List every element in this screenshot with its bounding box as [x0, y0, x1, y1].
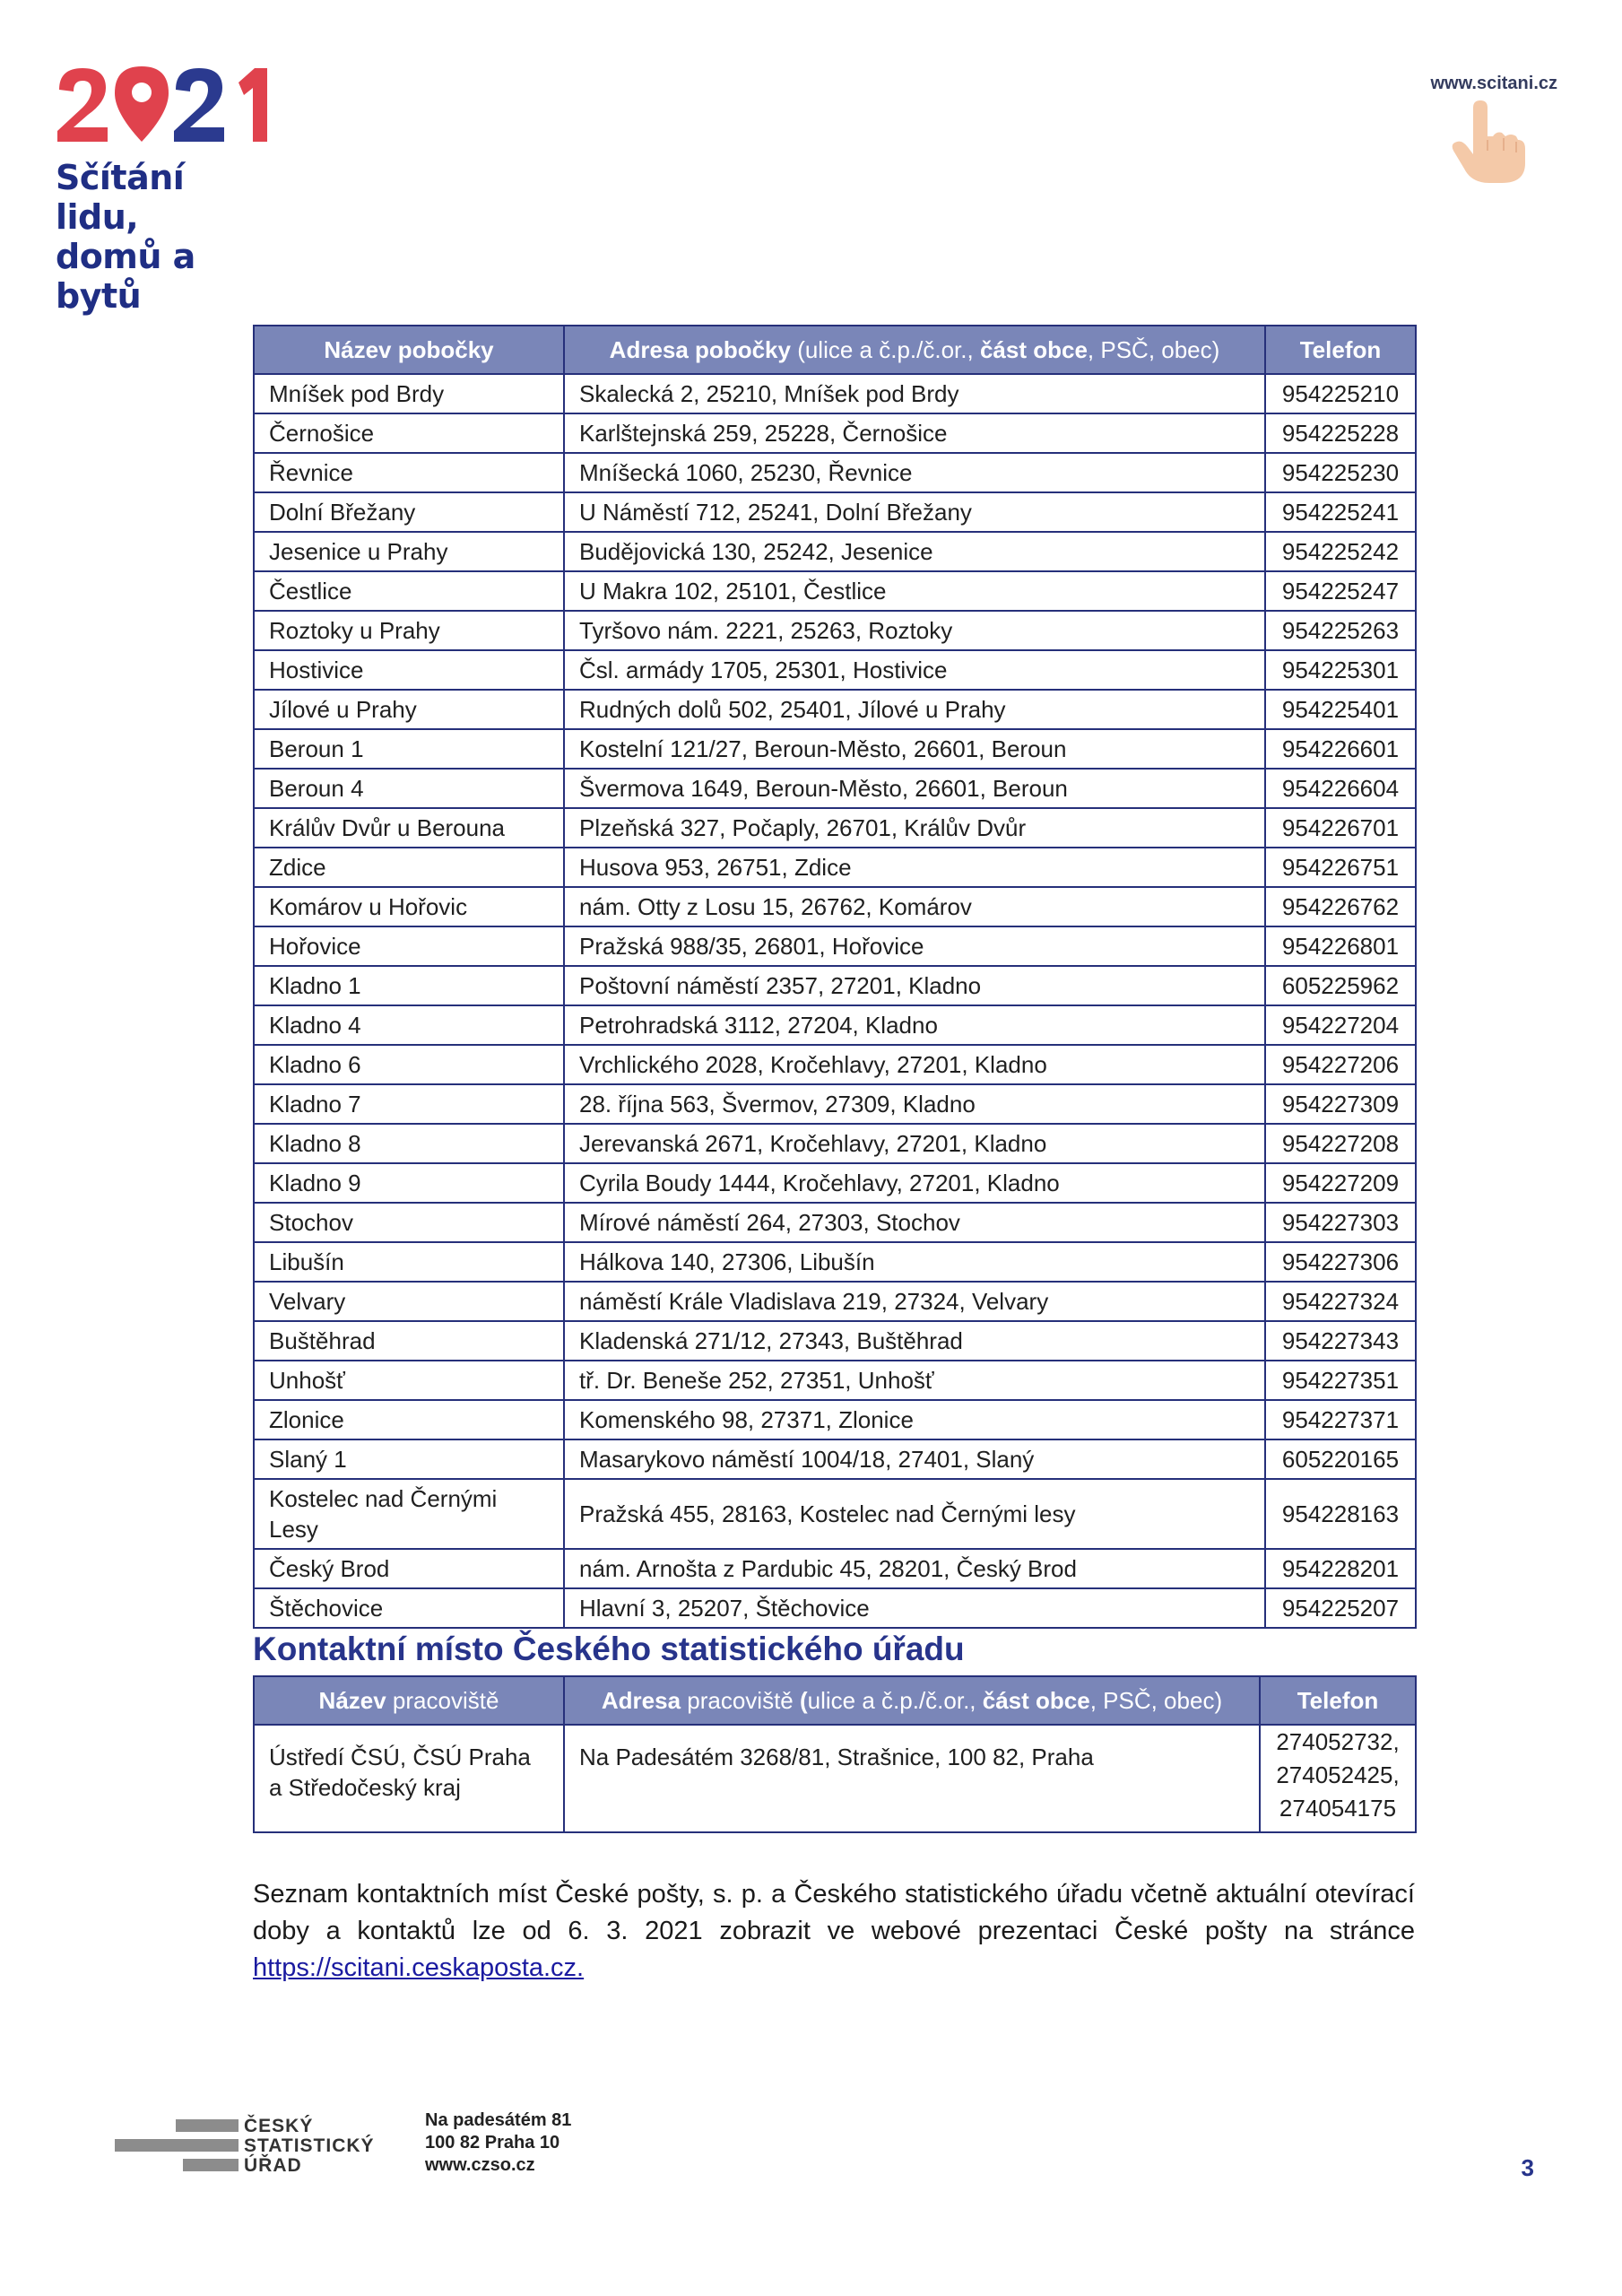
csu-office-address: Na Padesátém 3268/81, Strašnice, 100 82, Praha [564, 1725, 1260, 1832]
branch-phone-cell: 605225962 [1265, 966, 1416, 1005]
branch-name-cell: Hořovice [254, 926, 564, 966]
branch-name-cell: Kladno 6 [254, 1045, 564, 1084]
info-paragraph-text: Seznam kontaktních míst České pošty, s. p. a Českého statistického úřadu včetně aktuální otevírací doby a kontaktů lze od 6. 3. 2021 zobrazit ve webové prezentaci České pošty na stránce [253, 1880, 1415, 1945]
footer-address-line-2: 100 82 Praha 10 [425, 2133, 560, 2152]
branch-name-cell: Velvary [254, 1282, 564, 1321]
branch-name-cell: Zlonice [254, 1400, 564, 1439]
logo-title [56, 158, 271, 316]
branch-address-cell: Vrchlického 2028, Kročehlavy, 27201, Kladno [564, 1045, 1265, 1084]
table-row [254, 374, 1416, 413]
table-row [254, 1203, 1416, 1242]
table-row [254, 532, 1416, 571]
csu-phone-1: 274052732, [1276, 1728, 1400, 1755]
branch-name-cell: Mníšek pod Brdy [254, 374, 564, 413]
csu-header-address: Adresa pracoviště (ulice a č.p./č.or., část obce, PSČ, obec) [564, 1676, 1260, 1725]
footer-website[interactable]: www.czso.cz [425, 2155, 535, 2175]
branch-name-cell: Kostelec nad Černými Lesy [254, 1479, 564, 1549]
table-row [254, 1321, 1416, 1361]
czso-logo-bar-2 [115, 2139, 239, 2152]
branch-address-cell: Husova 953, 26751, Zdice [564, 848, 1265, 887]
table-row [254, 1361, 1416, 1400]
table-row [254, 492, 1416, 532]
branch-name-cell: Jesenice u Prahy [254, 532, 564, 571]
branch-address-cell: Kladenská 271/12, 27343, Buštěhrad [564, 1321, 1265, 1361]
branch-address-cell: Cyrila Boudy 1444, Kročehlavy, 27201, Kladno [564, 1163, 1265, 1203]
csu-header-phone: Telefon [1260, 1676, 1416, 1725]
branch-name-cell: Beroun 4 [254, 769, 564, 808]
branch-phone-cell: 954228163 [1265, 1479, 1416, 1549]
branch-name-cell: Černošice [254, 413, 564, 453]
branch-phone-cell: 954227209 [1265, 1163, 1416, 1203]
csu-header-row [254, 1676, 1416, 1725]
branch-address-cell: Poštovní náměstí 2357, 27201, Kladno [564, 966, 1265, 1005]
branch-address-cell: Pražská 988/35, 26801, Hořovice [564, 926, 1265, 966]
branch-phone-cell: 954225241 [1265, 492, 1416, 532]
branch-phone-cell: 954226751 [1265, 848, 1416, 887]
branch-address-cell: Tyršovo nám. 2221, 25263, Roztoky [564, 611, 1265, 650]
footer-address [425, 2109, 571, 2177]
table-row [254, 571, 1416, 611]
branch-address-cell: Budějovická 130, 25242, Jesenice [564, 532, 1265, 571]
branch-name-cell: Řevnice [254, 453, 564, 492]
branch-phone-cell: 954227303 [1265, 1203, 1416, 1242]
branch-address-cell: Karlštejnská 259, 25228, Černošice [564, 413, 1265, 453]
branch-phone-cell: 954225247 [1265, 571, 1416, 611]
table-row [254, 1400, 1416, 1439]
branch-phone-cell: 954227204 [1265, 1005, 1416, 1045]
branch-name-cell: Čestlice [254, 571, 564, 611]
branch-address-cell: Mírové náměstí 264, 27303, Stochov [564, 1203, 1265, 1242]
page-number: 3 [1521, 2154, 1534, 2181]
czso-line-1: ČESKÝ [244, 2116, 314, 2136]
branch-address-cell: Hlavní 3, 25207, Štěchovice [564, 1588, 1265, 1628]
czso-logo-bar-1 [176, 2119, 239, 2132]
table-row [254, 611, 1416, 650]
branch-address-cell: Švermova 1649, Beroun-Město, 26601, Beroun [564, 769, 1265, 808]
branch-phone-cell: 954228201 [1265, 1549, 1416, 1588]
branch-address-cell: Hálkova 140, 27306, Libušín [564, 1242, 1265, 1282]
table-header-row [254, 326, 1416, 374]
csu-table-container [253, 1675, 1417, 1833]
branch-phone-cell: 954225207 [1265, 1588, 1416, 1628]
footer-address-line-1: Na padesátém 81 [425, 2110, 572, 2130]
table-row [254, 1588, 1416, 1628]
branch-phone-cell: 954225242 [1265, 532, 1416, 571]
logo-year [56, 63, 271, 145]
logo-2021-graphic [56, 63, 271, 145]
branch-name-cell: Hostivice [254, 650, 564, 690]
ceskaposta-link[interactable]: https://scitani.ceskaposta.cz. [253, 1953, 585, 1982]
branch-address-cell: U Makra 102, 25101, Čestlice [564, 571, 1265, 611]
table-row [254, 453, 1416, 492]
czso-logo-text [244, 2117, 375, 2176]
csu-phone-2: 274052425, [1276, 1761, 1400, 1788]
branch-address-cell: Čsl. armády 1705, 25301, Hostivice [564, 650, 1265, 690]
branch-address-cell: Jerevanská 2671, Kročehlavy, 27201, Kladno [564, 1124, 1265, 1163]
header-branch-name: Název pobočky [254, 326, 564, 374]
branch-name-cell: Dolní Břežany [254, 492, 564, 532]
table-row [254, 1124, 1416, 1163]
table-row [254, 848, 1416, 887]
branch-address-cell: Skalecká 2, 25210, Mníšek pod Brdy [564, 374, 1265, 413]
branch-name-cell: Kladno 7 [254, 1084, 564, 1124]
branch-address-cell: Mníšecká 1060, 25230, Řevnice [564, 453, 1265, 492]
branch-address-cell: Rudných dolů 502, 25401, Jílové u Prahy [564, 690, 1265, 729]
table-row [254, 1282, 1416, 1321]
branch-phone-cell: 954227206 [1265, 1045, 1416, 1084]
branch-address-cell: Komenského 98, 27371, Zlonice [564, 1400, 1265, 1439]
table-row [254, 1242, 1416, 1282]
logo-line-2: domů a bytů [56, 237, 195, 316]
logo-line-1: Sčítání lidu, [56, 158, 185, 237]
branch-address-cell: nám. Otty z Losu 15, 26762, Komárov [564, 887, 1265, 926]
branch-name-cell: Unhošť [254, 1361, 564, 1400]
table-row [254, 1439, 1416, 1479]
branch-name-cell: Kladno 9 [254, 1163, 564, 1203]
branch-phone-cell: 605220165 [1265, 1439, 1416, 1479]
branch-name-cell: Kladno 1 [254, 966, 564, 1005]
csu-section-title: Kontaktní místo Českého statistického úřadu [253, 1631, 965, 1667]
branch-address-cell: Masarykovo náměstí 1004/18, 27401, Slaný [564, 1439, 1265, 1479]
czso-line-2: STATISTICKÝ [244, 2135, 375, 2156]
table-row [254, 1163, 1416, 1203]
branch-phone-cell: 954226604 [1265, 769, 1416, 808]
header-branch-address: Adresa pobočky (ulice a č.p./č.or., část obce, PSČ, obec) [564, 326, 1265, 374]
branch-phone-cell: 954227324 [1265, 1282, 1416, 1321]
csu-office-name: Ústředí ČSÚ, ČSÚ Praha a Středočeský kraj [254, 1725, 564, 1832]
branch-address-cell: náměstí Krále Vladislava 219, 27324, Velvary [564, 1282, 1265, 1321]
branch-phone-cell: 954225230 [1265, 453, 1416, 492]
branch-address-cell: Pražská 455, 28163, Kostelec nad Černými lesy [564, 1479, 1265, 1549]
csu-row [254, 1725, 1416, 1832]
pointing-hand-icon [1446, 100, 1529, 191]
csu-office-phones [1260, 1725, 1416, 1832]
branch-phone-cell: 954227306 [1265, 1242, 1416, 1282]
branch-name-cell: Štěchovice [254, 1588, 564, 1628]
branches-table-container [253, 325, 1415, 1629]
csu-header-name: Název pracoviště [254, 1676, 564, 1725]
branch-address-cell: Plzeňská 327, Počaply, 26701, Králův Dvůr [564, 808, 1265, 848]
branch-phone-cell: 954225401 [1265, 690, 1416, 729]
table-row [254, 413, 1416, 453]
branch-name-cell: Komárov u Hořovic [254, 887, 564, 926]
csu-table [253, 1675, 1417, 1833]
branch-name-cell: Český Brod [254, 1549, 564, 1588]
table-row [254, 769, 1416, 808]
table-row [254, 1084, 1416, 1124]
info-paragraph [253, 1876, 1415, 1987]
table-row [254, 887, 1416, 926]
branch-name-cell: Libušín [254, 1242, 564, 1282]
branch-address-cell: Kostelní 121/27, Beroun-Město, 26601, Beroun [564, 729, 1265, 769]
branch-address-cell: U Náměstí 712, 25241, Dolní Břežany [564, 492, 1265, 532]
website-url[interactable]: www.scitani.cz [1430, 74, 1557, 93]
branch-phone-cell: 954226762 [1265, 887, 1416, 926]
czso-logo-bar-3 [183, 2159, 239, 2171]
table-row [254, 1549, 1416, 1588]
branch-phone-cell: 954225210 [1265, 374, 1416, 413]
table-row [254, 1005, 1416, 1045]
branch-phone-cell: 954227343 [1265, 1321, 1416, 1361]
branch-phone-cell: 954226801 [1265, 926, 1416, 966]
branch-address-cell: tř. Dr. Beneše 252, 27351, Unhošť [564, 1361, 1265, 1400]
census-logo [56, 63, 271, 316]
table-row [254, 729, 1416, 769]
branch-phone-cell: 954227371 [1265, 1400, 1416, 1439]
branch-address-cell: nám. Arnošta z Pardubic 45, 28201, Český Brod [564, 1549, 1265, 1588]
branch-phone-cell: 954225263 [1265, 611, 1416, 650]
branch-name-cell: Kladno 4 [254, 1005, 564, 1045]
table-row [254, 690, 1416, 729]
table-row [254, 966, 1416, 1005]
branch-phone-cell: 954227208 [1265, 1124, 1416, 1163]
branch-name-cell: Jílové u Prahy [254, 690, 564, 729]
branch-name-cell: Buštěhrad [254, 1321, 564, 1361]
branch-name-cell: Králův Dvůr u Berouna [254, 808, 564, 848]
table-row [254, 808, 1416, 848]
branch-name-cell: Kladno 8 [254, 1124, 564, 1163]
branch-name-cell: Zdice [254, 848, 564, 887]
table-row [254, 926, 1416, 966]
branch-address-cell: Petrohradská 3112, 27204, Kladno [564, 1005, 1265, 1045]
branch-address-cell: 28. října 563, Švermov, 27309, Kladno [564, 1084, 1265, 1124]
table-row [254, 1045, 1416, 1084]
branch-phone-cell: 954225228 [1265, 413, 1416, 453]
branch-name-cell: Beroun 1 [254, 729, 564, 769]
branch-phone-cell: 954227309 [1265, 1084, 1416, 1124]
table-row [254, 650, 1416, 690]
csu-phone-3: 274054175 [1279, 1795, 1397, 1822]
branch-phone-cell: 954226701 [1265, 808, 1416, 848]
table-row [254, 1479, 1416, 1549]
branch-phone-cell: 954225301 [1265, 650, 1416, 690]
branch-phone-cell: 954226601 [1265, 729, 1416, 769]
branch-name-cell: Slaný 1 [254, 1439, 564, 1479]
branch-phone-cell: 954227351 [1265, 1361, 1416, 1400]
branches-table [253, 325, 1417, 1629]
branch-name-cell: Roztoky u Prahy [254, 611, 564, 650]
header-phone: Telefon [1265, 326, 1416, 374]
czso-line-3: ÚŘAD [244, 2155, 302, 2176]
branch-name-cell: Stochov [254, 1203, 564, 1242]
